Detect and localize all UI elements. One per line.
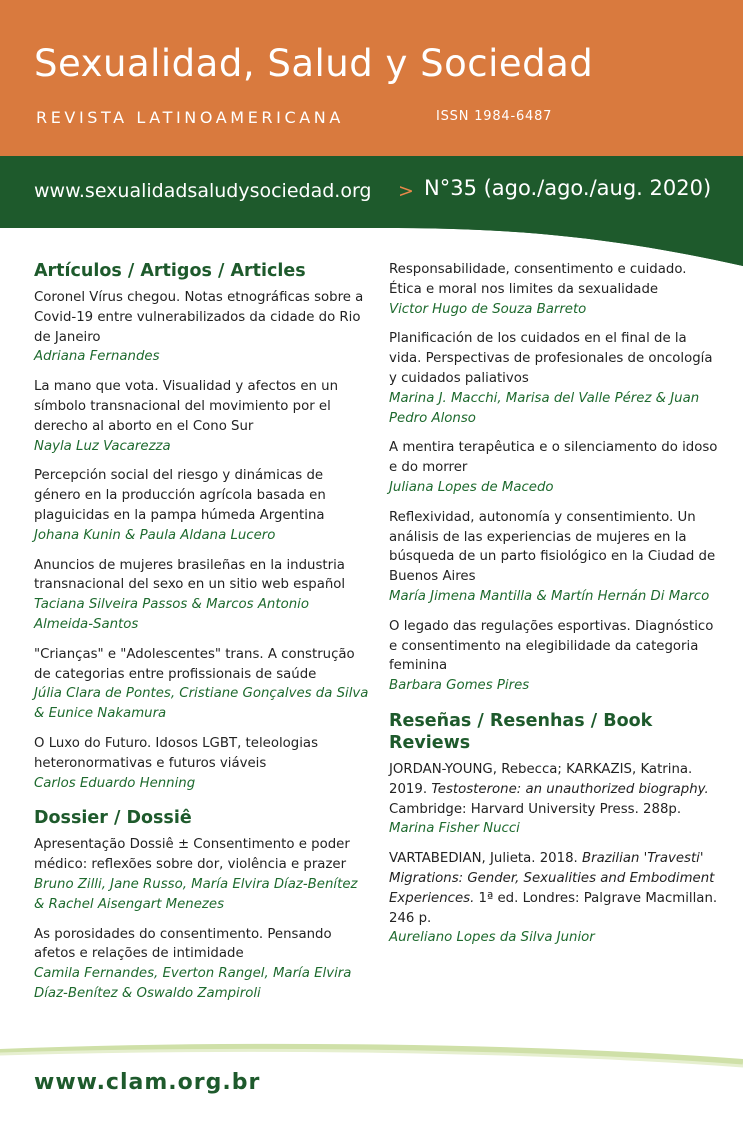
issn: ISSN 1984-6487: [436, 109, 553, 124]
dossier-title: Planificación de los cuidados en el final de la vida. Perspectivas de profesionales de oncología y cuidados paliativos: [389, 331, 713, 386]
dossier-title: A mentira terapêutica e o silenciamento do idoso e do morrer: [389, 440, 718, 476]
dossier-authors: Victor Hugo de Souza Barreto: [389, 301, 587, 317]
dossier-entry[interactable]: [34, 925, 369, 1004]
journal-subtitle: REVISTA LATINOAMERICANA: [36, 108, 344, 127]
article-entry[interactable]: [34, 288, 369, 367]
dossier-title: O legado das regulações esportivas. Diagnóstico e consentimento na elegibilidade da categoria feminina: [389, 618, 714, 674]
separator-arrow: >: [398, 180, 414, 202]
article-authors: Nayla Luz Vacarezza: [34, 438, 171, 454]
article-title: Coronel Vírus chegou. Notas etnográficas sobre a Covid-19 entre vulnerabilizados da cidade do Rio de Janeiro: [34, 290, 364, 345]
left-column: [34, 260, 369, 1014]
review-book-title: Brazilian 'Travesti' Migrations: Gender, Sexualities and Embodiment Experiences.: [389, 851, 715, 906]
band-curve: [0, 156, 743, 266]
review-publisher: Cambridge: Harvard University Press. 288p.: [389, 801, 682, 817]
dossier-entry[interactable]: [389, 260, 719, 319]
dossier-authors: Bruno Zilli, Jane Russo, María Elvira Díaz-Benítez & Rachel Aisengart Menezes: [34, 876, 358, 912]
article-entry[interactable]: [34, 377, 369, 456]
dossier-entry[interactable]: [389, 508, 719, 607]
dossier-heading: Dossier / Dossiê: [34, 808, 192, 829]
article-authors: Júlia Clara de Pontes, Cristiane Gonçalves da Silva & Eunice Nakamura: [34, 686, 369, 722]
article-title: La mano que vota. Visualidad y afectos en un símbolo transnacional del movimiento por el derecho al aborto en el Cono Sur: [34, 379, 339, 434]
review-authors: Marina Fisher Nucci: [389, 821, 520, 837]
article-authors: Johana Kunin & Paula Aldana Lucero: [34, 527, 276, 543]
article-authors: Taciana Silveira Passos & Marcos Antonio Almeida-Santos: [34, 597, 309, 632]
reviews-heading: Reseñas / Resenhas / Book Reviews: [389, 710, 653, 753]
article-entry[interactable]: [34, 645, 369, 724]
articles-heading: Artículos / Artigos / Articles: [34, 261, 306, 281]
review-entry[interactable]: [389, 760, 719, 839]
dossier-title: Reflexividad, autonomía y consentimiento. Un análisis de las experiencias de mujeres en la búsqueda de un parto fisiológico en la Ciudad de Buenos Aires: [389, 509, 716, 585]
dossier-title: Apresentação Dossiê ± Consentimento e poder médico: reflexões sobre dor, violência e prazer: [34, 837, 350, 873]
article-entry[interactable]: [34, 556, 369, 635]
dossier-authors: Marina J. Macchi, Marisa del Valle Pérez & Juan Pedro Alonso: [389, 390, 700, 426]
article-entry[interactable]: [34, 734, 369, 793]
article-title: Anuncios de mujeres brasileñas en la industria transnacional del sexo en un sitio web español: [34, 557, 346, 593]
dossier-entry[interactable]: [389, 438, 719, 497]
journal-title: Sexualidad, Salud y Sociedad: [34, 42, 594, 85]
right-column: [389, 260, 719, 958]
dossier-authors: Juliana Lopes de Macedo: [389, 479, 554, 495]
article-authors: Adriana Fernandes: [34, 349, 160, 365]
site-link[interactable]: www.sexualidadsaludysociedad.org: [34, 180, 372, 202]
article-entry[interactable]: [34, 466, 369, 545]
article-title: Percepción social del riesgo y dinámicas de género en la producción agrícola basada en plaguicidas en la pampa húmeda Argentina: [34, 468, 326, 523]
article-authors: Carlos Eduardo Henning: [34, 775, 196, 791]
dossier-title: As porosidades do consentimento. Pensando afetos e relações de intimidade: [34, 926, 332, 962]
review-book-title: Testosterone: an unauthorized biography.: [431, 781, 709, 797]
review-citation: JORDAN-YOUNG, Rebecca; KARKAZIS, Katrina. 2019.: [389, 761, 693, 797]
dossier-authors: Barbara Gomes Pires: [389, 678, 530, 694]
issue-number: N°35 (ago./ago./aug. 2020): [424, 176, 712, 200]
dossier-authors: María Jimena Mantilla & Martín Hernán Di Marco: [389, 588, 710, 604]
article-title: O Luxo do Futuro. Idosos LGBT, teleologias heteronormativas e futuros viáveis: [34, 735, 319, 771]
review-entry[interactable]: [389, 849, 719, 948]
footer-link[interactable]: www.clam.org.br: [34, 1070, 261, 1095]
dossier-entry[interactable]: [34, 835, 369, 914]
dossier-entry[interactable]: [389, 329, 719, 428]
review-citation: VARTABEDIAN, Julieta. 2018.: [389, 851, 578, 867]
dossier-entry[interactable]: [389, 617, 719, 696]
review-authors: Aureliano Lopes da Silva Junior: [389, 930, 595, 946]
article-title: "Crianças" e "Adolescentes" trans. A construção de categorias entre profissionais de saúde: [34, 646, 355, 682]
dossier-title: Responsabilidade, consentimento e cuidado. Ética e moral nos limites da sexualidade: [389, 262, 687, 297]
review-publisher: 1ª ed. Londres: Palgrave Macmillan. 246 p.: [389, 890, 718, 926]
dossier-authors: Camila Fernandes, Everton Rangel, María Elvira Díaz-Benítez & Oswaldo Zampiroli: [34, 966, 352, 1001]
footer-divider: [0, 1040, 743, 1070]
